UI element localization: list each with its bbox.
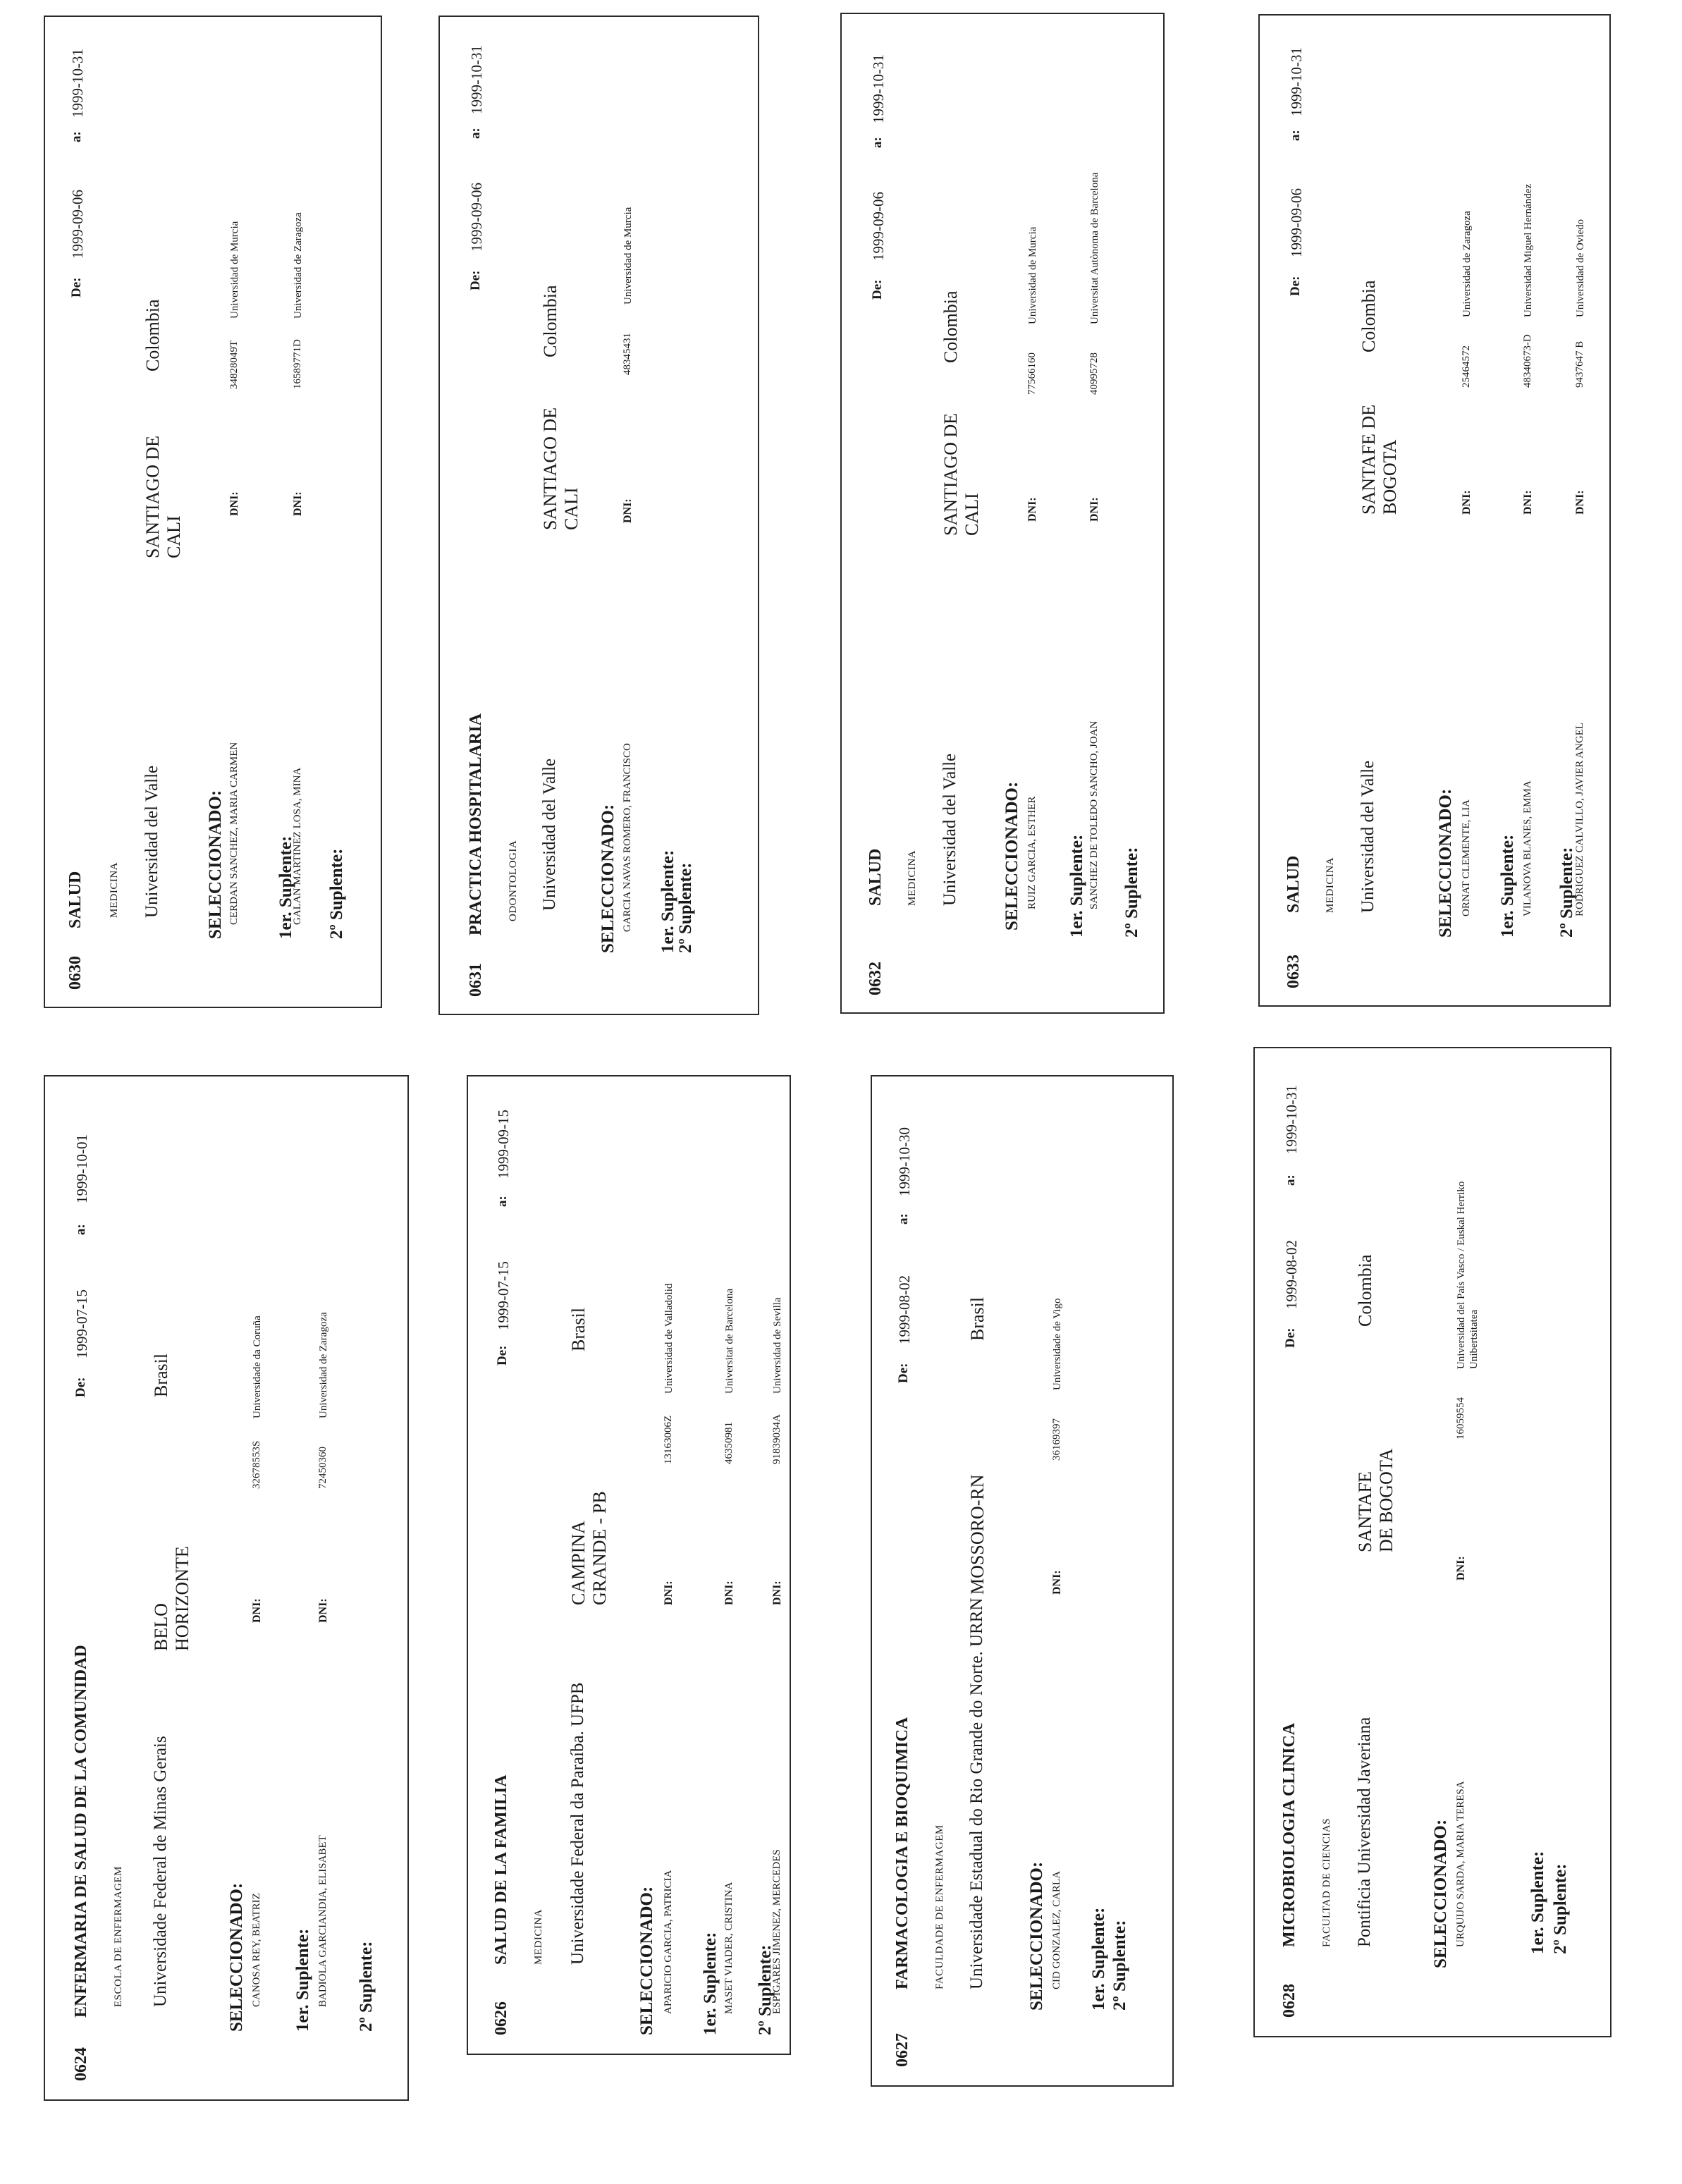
- dni-number: 13163006Z: [663, 1415, 674, 1464]
- dni-number: 40995728: [1088, 352, 1100, 395]
- dni-label: DNI:: [1051, 1570, 1063, 1595]
- first-substitute-label: 1er. Suplente:: [293, 1928, 312, 2032]
- selected-name: URQUIJO SARDA, MARIA TERESA: [1455, 1781, 1466, 1947]
- second-substitute-label: 2º Suplente:: [1110, 1920, 1129, 2011]
- first-substitute-label: 1er. Suplente:: [1089, 1907, 1108, 2011]
- home-university: Universidad de Murcia: [1027, 226, 1038, 324]
- date-to: 1999-09-15: [495, 1110, 512, 1179]
- card-number: 0633: [1284, 955, 1303, 988]
- selected-name: GARCIA NAVAS ROMERO, FRANCISCO: [622, 743, 633, 932]
- date-from-label: De:: [870, 279, 885, 300]
- faculty-name: FACULDADE DE ENFERMAGEM: [934, 1824, 945, 1989]
- dni-number: 16589771D: [292, 339, 303, 389]
- scholarship-card: [467, 1075, 791, 2055]
- faculty-name: ESCOLA DE ENFERMAGEM: [113, 1865, 124, 2007]
- dni-number: 32678553S: [251, 1440, 262, 1489]
- date-from: 1999-09-06: [1288, 188, 1305, 257]
- university-name: Universidad del Valle: [142, 765, 161, 918]
- country-name: Colombia: [1358, 280, 1379, 352]
- dni-label: DNI:: [771, 1581, 783, 1605]
- dni-label: DNI:: [1088, 497, 1100, 522]
- course-title: FARMACOLOGIA E BIOQUIMICA: [893, 1717, 911, 1989]
- country-name: Colombia: [940, 290, 961, 363]
- first-substitute-name: BADIOLA GARCIANDIA, ELISABET: [317, 1835, 329, 2007]
- country-name: Brasil: [151, 1353, 171, 1397]
- country-name: Brasil: [967, 1296, 988, 1341]
- card-number: 0631: [467, 963, 485, 997]
- home-university: Universidade de Vigo: [1052, 1298, 1063, 1390]
- faculty-name: MEDICINA: [109, 862, 120, 918]
- university-name: Universidade Federal de Minas Gerais: [151, 1736, 170, 2007]
- second-substitute-name: ESPIGARES JIMENEZ, MERCEDES: [771, 1849, 782, 2014]
- selected-name: CID GONZALEZ, CARLA: [1051, 1871, 1062, 1989]
- dni-label: DNI:: [1455, 1556, 1467, 1581]
- date-from: 1999-08-02: [896, 1275, 913, 1344]
- date-to: 1999-10-31: [468, 45, 485, 114]
- card-number: 0627: [893, 2033, 911, 2067]
- dni-number: 25464572: [1461, 345, 1472, 388]
- first-substitute-name: GALAN MARTINEZ LOSA, MINA: [292, 767, 303, 925]
- course-title: SALUD: [866, 848, 885, 906]
- dni-label: DNI:: [723, 1581, 735, 1605]
- selected-label: SELECCIONADO:: [227, 1882, 246, 2032]
- selected-name: CERDAN SANCHEZ, MARIA CARMEN: [228, 742, 240, 925]
- home-university: Universidade da Coruña: [252, 1315, 263, 1418]
- dni-number: 9437647 B: [1574, 341, 1585, 388]
- university-name: Universidad del Valle: [1358, 760, 1377, 913]
- selected-label: SELECCIONADO:: [1002, 781, 1021, 931]
- city-name: SANTIAGO DE CALI: [940, 412, 982, 536]
- dni-number: 77566160: [1026, 352, 1038, 395]
- date-to-label: a:: [896, 1213, 911, 1225]
- date-from: 1999-08-02: [1283, 1240, 1300, 1309]
- city-name: SANTIAGO DE CALI: [540, 407, 582, 530]
- dni-number: 46350981: [723, 1422, 735, 1464]
- faculty-name: MEDICINA: [533, 1909, 544, 1965]
- home-university: Universidad Miguel Hernández: [1523, 183, 1534, 317]
- course-title: ENFERMARIA DE SALUD DE LA COMUNIDAD: [72, 1645, 90, 2018]
- date-to-label: a:: [69, 131, 84, 142]
- selected-name: ORNAT CLEMENTE, LIA: [1461, 799, 1472, 916]
- date-to: 1999-10-31: [69, 49, 86, 118]
- country-name: Colombia: [142, 299, 163, 372]
- dni-number: 72450360: [317, 1447, 329, 1489]
- dni-number: 91839034A: [771, 1414, 782, 1464]
- dni-label: DNI:: [251, 1598, 263, 1623]
- card-number: 0632: [866, 962, 885, 995]
- date-to-label: a:: [468, 128, 483, 139]
- first-substitute-name: SANCHEZ DE TOLEDO SANCHO, JOAN: [1088, 720, 1100, 909]
- dni-label: DNI:: [292, 491, 304, 516]
- date-to-label: a:: [1288, 130, 1303, 141]
- second-substitute-label: 2º Suplente:: [756, 1944, 775, 2035]
- selected-label: SELECCIONADO:: [598, 804, 618, 953]
- date-from: 1999-09-06: [69, 190, 86, 259]
- scholarship-card: [871, 1075, 1174, 2087]
- country-name: Colombia: [1355, 1254, 1375, 1327]
- date-to-label: a:: [870, 137, 885, 148]
- second-substitute-label: 2º Suplente:: [1122, 847, 1141, 938]
- home-university: Universidad de Zaragoza: [1461, 211, 1473, 317]
- date-to-label: a:: [495, 1196, 510, 1207]
- dni-label: DNI:: [1522, 490, 1534, 515]
- faculty-name: ODONTOLOGIA: [508, 840, 519, 921]
- dni-label: DNI:: [622, 498, 634, 523]
- home-university: Universitat Autònoma de Barcelona: [1089, 172, 1100, 324]
- date-to: 1999-10-30: [896, 1127, 913, 1196]
- scholarship-card: [840, 13, 1165, 1014]
- dni-number: 36169397: [1051, 1418, 1062, 1461]
- course-title: SALUD DE LA FAMILIA: [492, 1774, 510, 1965]
- city-name: CAMPINA GRANDE - PB: [568, 1491, 610, 1605]
- second-substitute-label: 2º Suplente:: [676, 862, 695, 953]
- faculty-name: MEDICINA: [907, 850, 918, 906]
- course-title: SALUD: [1284, 855, 1303, 913]
- date-from-label: De:: [73, 1377, 88, 1397]
- date-from-label: De:: [896, 1363, 911, 1383]
- date-from-label: De:: [495, 1345, 510, 1366]
- selected-label: SELECCIONADO:: [206, 790, 225, 939]
- scholarship-card: [1258, 14, 1611, 1007]
- course-title: PRACTICA HOSPITALARIA: [467, 713, 485, 935]
- city-name: MOSSORO-RN: [967, 1474, 988, 1595]
- dni-label: DNI:: [1461, 490, 1473, 515]
- dni-label: DNI:: [1574, 490, 1586, 515]
- first-substitute-label: 1er. Suplente:: [1067, 834, 1086, 938]
- date-to-label: a:: [1283, 1174, 1298, 1186]
- home-university: Universidad de Murcia: [229, 221, 240, 319]
- selected-label: SELECCIONADO:: [637, 1886, 656, 2035]
- home-university: Universidad de Oviedo: [1575, 219, 1586, 317]
- course-title: SALUD: [66, 871, 85, 928]
- home-university: Universitat de Barcelona: [724, 1288, 735, 1394]
- card-number: 0624: [72, 2047, 90, 2081]
- home-university: Universidad de Sevilla: [772, 1297, 783, 1394]
- date-to: 1999-10-31: [870, 54, 887, 123]
- date-from-label: De:: [1288, 276, 1303, 296]
- university-name: Universidad del Valle: [940, 753, 959, 906]
- card-number: 0630: [66, 956, 85, 990]
- dni-number: 48340673-D: [1522, 334, 1533, 388]
- city-name: SANTIAGO DE CALI: [142, 435, 184, 558]
- first-substitute-name: VILANOVA BLANES, EMMA: [1522, 780, 1533, 916]
- selected-name: RUIZ GARCIA, ESTHER: [1026, 796, 1038, 909]
- selected-label: SELECCIONADO:: [1431, 1819, 1450, 1968]
- date-from-label: De:: [69, 277, 84, 297]
- country-name: Brasil: [568, 1307, 589, 1351]
- second-substitute-label: 2º Suplente:: [1557, 847, 1576, 938]
- course-title: MICROBIOLOGIA CLINICA: [1280, 1722, 1299, 1947]
- dni-label: DNI:: [228, 491, 240, 516]
- date-from: 1999-09-06: [468, 183, 485, 252]
- first-substitute-label: 1er. Suplente:: [1498, 834, 1517, 938]
- dni-number: 34828049T: [228, 340, 240, 389]
- university-name: Universidade Estadual do Rio Grande do Norte. URRN: [967, 1597, 986, 1989]
- university-name: Pontificia Universidad Javeriana: [1355, 1717, 1374, 1947]
- first-substitute-label: 1er. Suplente:: [701, 1932, 720, 2035]
- date-from-label: De:: [468, 270, 483, 290]
- date-to: 1999-10-31: [1288, 47, 1305, 116]
- home-university: Universidad de Valladolid: [663, 1283, 675, 1394]
- university-name: Universidade Federal da Paraíba. UFPB: [568, 1682, 587, 1965]
- date-to: 1999-10-01: [73, 1134, 90, 1203]
- university-name: Universidad del Valle: [540, 758, 559, 911]
- first-substitute-label: 1er. Suplente:: [658, 849, 677, 953]
- selected-name: CANOSA REY, BEATRIZ: [251, 1893, 262, 2007]
- first-substitute-name: MASET VIADER, CRISTINA: [723, 1882, 735, 2014]
- second-substitute-label: 2º Suplente:: [357, 1941, 376, 2032]
- city-name: SANTAFE DE BOGOTA: [1355, 1448, 1396, 1552]
- dni-label: DNI:: [663, 1581, 675, 1605]
- dni-number: 16059554: [1455, 1397, 1466, 1440]
- selected-label: SELECCIONADO:: [1436, 788, 1455, 938]
- scholarship-card: [44, 1075, 409, 2101]
- country-name: Colombia: [540, 285, 560, 357]
- date-from: 1999-07-15: [495, 1261, 512, 1330]
- date-to-label: a:: [73, 1224, 88, 1235]
- date-from-label: De:: [1283, 1327, 1298, 1348]
- home-university: Universidad de Zaragoza: [293, 212, 304, 319]
- faculty-name: MEDICINA: [1325, 857, 1336, 913]
- second-substitute-label: 2º Suplente:: [327, 848, 346, 939]
- first-substitute-label: 1er. Suplente:: [276, 835, 295, 939]
- faculty-name: FACULTAD DE CIENCIAS: [1321, 1818, 1332, 1947]
- city-name: BELO HORIZONTE: [151, 1546, 192, 1651]
- first-substitute-label: 1er. Suplente:: [1528, 1851, 1547, 1954]
- home-university: Universidad de Zaragoza: [318, 1312, 329, 1418]
- date-to: 1999-10-31: [1283, 1085, 1300, 1154]
- second-substitute-name: RODRIGUEZ CALVILLO, JAVIER ANGEL: [1574, 723, 1585, 916]
- scholarship-card: [44, 16, 382, 1008]
- scholarship-card: [1253, 1047, 1612, 2037]
- card-number: 0626: [492, 2001, 510, 2035]
- city-name: SANTAFE DE BOGOTA: [1358, 404, 1400, 515]
- scholarship-card: [438, 16, 759, 1015]
- card-number: 0628: [1280, 1984, 1299, 2018]
- selected-name: APARICIO GARCIA, PATRICIA: [663, 1870, 674, 2014]
- selected-label: SELECCIONADO:: [1027, 1861, 1046, 2011]
- second-substitute-label: 2º Suplente:: [1551, 1863, 1570, 1954]
- dni-label: DNI:: [317, 1598, 329, 1623]
- date-from: 1999-09-06: [870, 192, 887, 261]
- home-university: Universidad de Murcia: [622, 207, 634, 305]
- dni-number: 48345431: [622, 333, 633, 375]
- dni-label: DNI:: [1026, 497, 1038, 522]
- home-university: Universidad del País Vasco / Euskal Herriko Unibertsitatea: [1456, 1181, 1480, 1369]
- date-from: 1999-07-15: [73, 1289, 90, 1358]
